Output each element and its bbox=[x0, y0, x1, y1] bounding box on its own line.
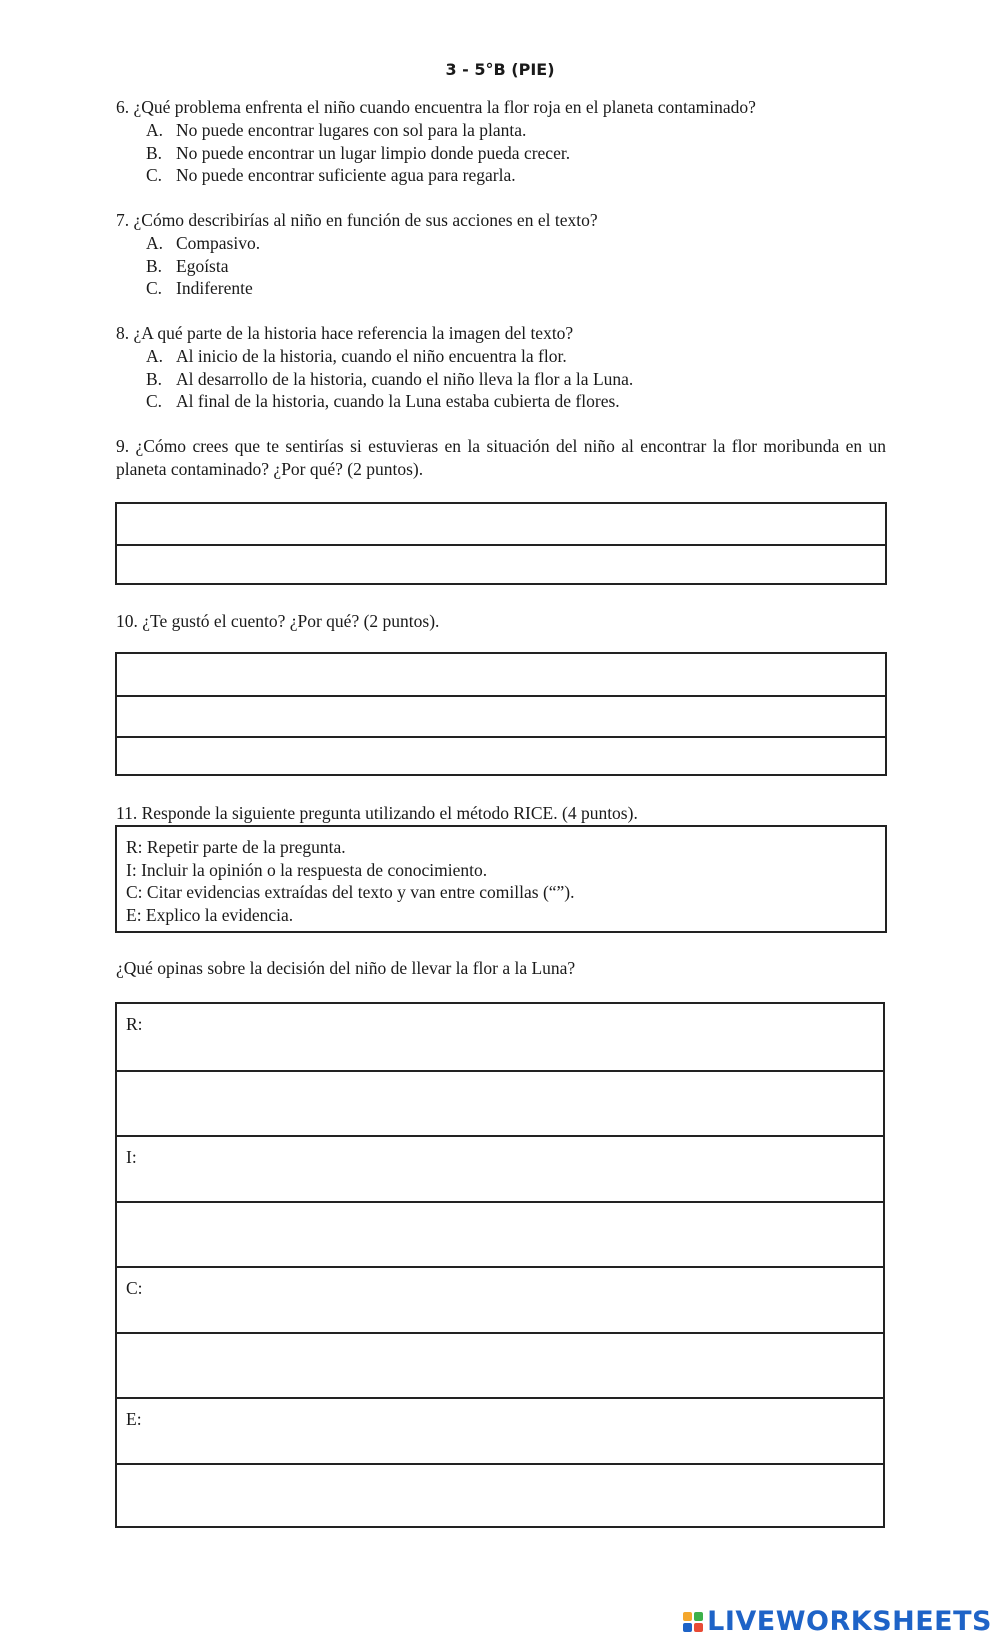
rice-e-description: E: Explico la evidencia. bbox=[126, 904, 294, 925]
option-letter: B. bbox=[146, 368, 163, 389]
option-letter: A. bbox=[146, 120, 164, 140]
rice-answer-c-line[interactable] bbox=[117, 1332, 883, 1398]
rice-label-r: R: bbox=[126, 1014, 143, 1034]
answer-line-1[interactable] bbox=[117, 504, 885, 544]
question-10-text: 10. ¿Te gustó el cuento? ¿Por qué? (2 puntos). bbox=[116, 611, 440, 631]
question-10-answer-box bbox=[115, 652, 887, 776]
page-title: 3 - 5°B (PIE) bbox=[445, 60, 555, 79]
option-letter: A. bbox=[146, 233, 164, 253]
liveworksheets-logo bbox=[683, 1607, 992, 1637]
option-text: Al desarrollo de la historia, cuando el niño lleva la flor a la Luna. bbox=[176, 368, 634, 389]
question-6-option-c[interactable] bbox=[146, 164, 886, 187]
option-text: Compasivo. bbox=[176, 233, 261, 253]
option-text: Al final de la historia, cuando la Luna estaba cubierta de flores. bbox=[176, 391, 620, 411]
option-text: No puede encontrar un lugar limpio donde pueda crecer. bbox=[176, 142, 571, 163]
question-11-prompt: ¿Qué opinas sobre la decisión del niño de llevar la flor a la Luna? bbox=[116, 958, 576, 978]
rice-answer-i-row[interactable] bbox=[117, 1135, 883, 1201]
option-letter: A. bbox=[146, 346, 164, 366]
option-text: Al inicio de la historia, cuando el niño encuentra la flor. bbox=[176, 346, 567, 366]
question-6-text: 6. ¿Qué problema enfrenta el niño cuando encuentra la flor roja en el planeta contaminado? bbox=[116, 97, 756, 117]
question-8-option-c[interactable] bbox=[146, 390, 886, 413]
rice-answer-e-row[interactable] bbox=[117, 1397, 883, 1463]
rice-label-c: C: bbox=[126, 1278, 143, 1298]
rice-i-description: I: Incluir la opinión o la respuesta de conocimiento. bbox=[126, 859, 488, 880]
question-7-text: 7. ¿Cómo describirías al niño en función de sus acciones en el texto? bbox=[116, 210, 598, 230]
option-text: Indiferente bbox=[176, 278, 253, 298]
option-text: No puede encontrar suficiente agua para regarla. bbox=[176, 165, 516, 185]
question-9-answer-box bbox=[115, 502, 887, 585]
rice-label-i: I: bbox=[126, 1147, 137, 1167]
option-letter: C. bbox=[146, 278, 163, 298]
rice-answer-e-line[interactable] bbox=[117, 1463, 883, 1529]
rice-c-description: C: Citar evidencias extraídas del texto y van entre comillas (“”). bbox=[126, 882, 575, 902]
option-letter: C. bbox=[146, 165, 163, 185]
logo-mark-icon bbox=[683, 1612, 703, 1632]
question-7-option-c[interactable] bbox=[146, 277, 886, 300]
answer-line-2[interactable] bbox=[117, 544, 885, 583]
option-letter: B. bbox=[146, 255, 163, 276]
rice-answer-i-line[interactable] bbox=[117, 1201, 883, 1267]
logo-text: LIVEWORKSHEETS bbox=[707, 1605, 992, 1637]
question-6-option-b[interactable] bbox=[146, 142, 886, 165]
rice-r-description: R: Repetir parte de la pregunta. bbox=[126, 837, 346, 857]
question-8-option-a[interactable] bbox=[146, 345, 886, 368]
answer-line-1[interactable] bbox=[117, 654, 885, 695]
question-8-text: 8. ¿A qué parte de la historia hace referencia la imagen del texto? bbox=[116, 323, 574, 343]
question-8-option-b[interactable] bbox=[146, 368, 886, 391]
rice-answer-r-row[interactable] bbox=[117, 1004, 883, 1070]
question-9-text: 9. ¿Cómo crees que te sentirías si estuvieras en la situación del niño al encontrar la flor moribunda en un planeta contaminado? ¿Por qué? (2 puntos). bbox=[116, 436, 886, 479]
option-letter: B. bbox=[146, 142, 163, 163]
question-7-option-b[interactable] bbox=[146, 255, 886, 278]
question-11-text: 11. Responde la siguiente pregunta utilizando el método RICE. (4 puntos). bbox=[116, 803, 638, 823]
answer-line-3[interactable] bbox=[117, 736, 885, 774]
rice-label-e: E: bbox=[126, 1409, 142, 1429]
question-7-option-a[interactable] bbox=[146, 232, 886, 255]
rice-answer-c-row[interactable] bbox=[117, 1266, 883, 1332]
question-6-option-a[interactable] bbox=[146, 119, 886, 142]
answer-line-2[interactable] bbox=[117, 695, 885, 736]
rice-answer-r-line[interactable] bbox=[117, 1070, 883, 1136]
option-text: No puede encontrar lugares con sol para la planta. bbox=[176, 120, 527, 140]
option-letter: C. bbox=[146, 391, 163, 411]
rice-method-box bbox=[115, 825, 887, 933]
option-text: Egoísta bbox=[176, 255, 229, 276]
rice-answer-table bbox=[115, 1002, 885, 1528]
